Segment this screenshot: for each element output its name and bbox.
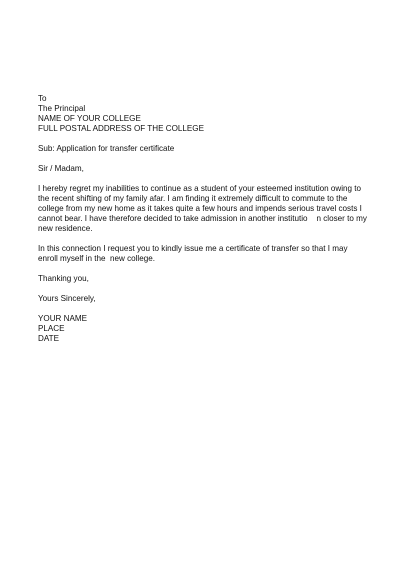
spacer [38,234,378,244]
subject-line: Sub: Application for transfer certificate [38,144,175,153]
spacer [38,134,378,144]
recipient-line: FULL POSTAL ADDRESS OF THE COLLEGE [38,124,204,133]
spacer [38,304,378,314]
salutation: Sir / Madam, [38,164,84,173]
thanks-line: Thanking you, [38,274,89,283]
recipient-line: The Principal [38,104,86,113]
paragraph-line: I hereby regret my inabilities to continue as a student of your esteemed institution owing to [38,184,362,193]
signature-line: PLACE [38,324,65,333]
recipient-line: To [38,94,47,103]
recipient-block [38,94,378,134]
letter-body [38,94,378,344]
paragraph-line: the recent shifting of my family afar. I am finding it extremely difficult to commute to the [38,194,348,203]
spacer [38,284,378,294]
paragraph-line: college from my new home as it takes quite a few hours and impends serious travel costs I [38,204,362,213]
signature-line: DATE [38,334,59,343]
spacer [38,264,378,274]
paragraph-line: enroll myself in the new college. [38,254,155,263]
signature-block [38,314,378,344]
paragraph-line: cannot bear. I have therefore decided to take admission in another institutio n closer to my [38,214,367,223]
paragraph-line: In this connection I request you to kindly issue me a certificate of transfer so that I may [38,244,348,253]
recipient-line: NAME OF YOUR COLLEGE [38,114,141,123]
paragraph-1 [38,184,378,234]
spacer [38,174,378,184]
closing-line: Yours Sincerely, [38,294,96,303]
signature-line: YOUR NAME [38,314,88,323]
paragraph-line: new residence. [38,224,93,233]
paragraph-2 [38,244,378,264]
spacer [38,154,378,164]
